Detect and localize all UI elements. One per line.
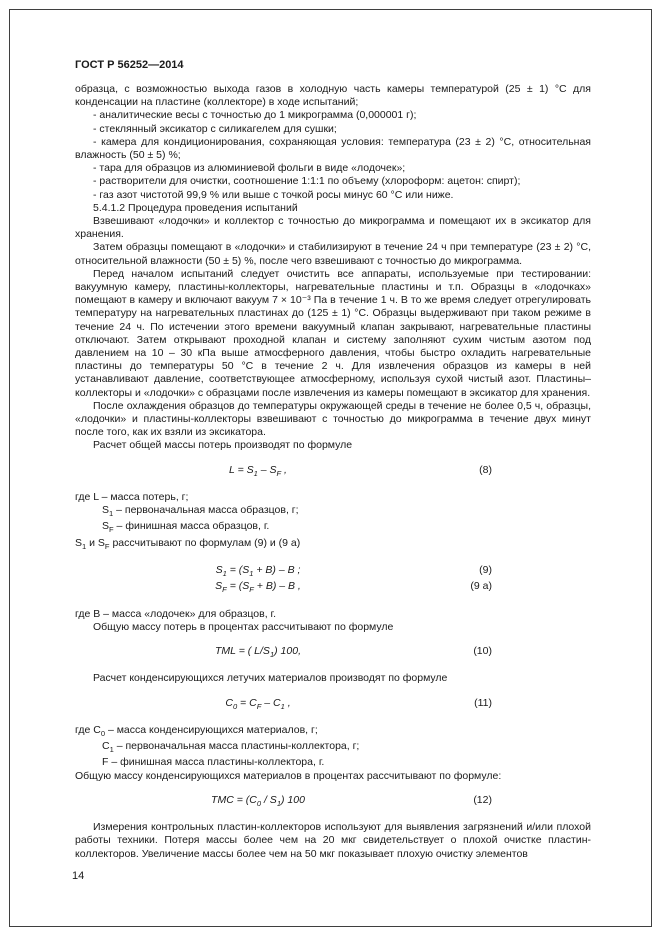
formula-10 — [75, 645, 591, 661]
paragraph: Общую массу потерь в процентах рассчитывают по формуле — [93, 620, 394, 633]
document-code: ГОСТ Р 56252—2014 — [75, 59, 184, 71]
paragraph: Затем образцы помещают в «лодочки» и стабилизируют в течение 24 ч при температуре (23 ± 2) °С, относительной влажности (50 ± 5) %, после чего взвешивают с точностью до микрограмма. — [75, 241, 591, 267]
formula-11-block — [75, 697, 591, 713]
list-item: - стеклянный эксикатор с силикагелем для сушки; — [93, 122, 337, 135]
where-clause-item: $C_1$ – первоначальная масса пластины-коллектора, г; — [102, 740, 360, 755]
paragraph: $S_1$ и $S_F$ рассчитывают по формулам (9) и (9 а) — [75, 536, 301, 551]
formula-expression: $C_0 = C_F - C_1$ , — [225, 696, 291, 711]
page-number: 14 — [72, 870, 85, 882]
equation-number: (10) — [473, 645, 492, 658]
section-heading-5-4-1-2: 5.4.1.2 Процедура проведения испытаний — [93, 201, 298, 214]
formula-expression: $L = S_1 - S_F$ , — [229, 463, 287, 478]
formula-expression: $S_1 = (S_1 + B) - B$ ; — [215, 564, 301, 579]
where-clause-item: $S_1$ – первоначальная масса образцов, г; — [102, 504, 299, 519]
where-clause-item: F – финишная масса пластины-коллектора, г. — [102, 756, 325, 769]
equation-number: (12) — [473, 793, 492, 806]
formula-12-block — [75, 794, 591, 810]
paragraph: Расчет конденсирующихся летучих материалов производят по формуле — [93, 672, 448, 685]
paragraph: После охлаждения образцов до температуры окружающей среды в течение не более 0,5 ч, образцы, «лодочки» и пластины-коллекторы взвешивают с точностью до микрограмма в течение двух минут после того, как их взяли из эксикатора. — [75, 399, 591, 439]
list-item: - камера для кондиционирования, сохраняющая условия: температура (23 ± 2) °С, относительная влажность (50 ± 5) %; — [75, 135, 591, 162]
formula-10-block — [75, 645, 591, 661]
formula-expression: TMC = $(C_0 / S_1)$ 100 — [211, 793, 305, 808]
list-item: - аналитические весы с точностью до 1 микрограмма (0,000001 г); — [93, 109, 417, 122]
where-clause-item: $S_F$ – финишная масса образцов, г. — [102, 520, 270, 535]
formula-8 — [75, 464, 591, 480]
formula-expression: TML = ( $L/S_1$) 100, — [214, 645, 301, 660]
paragraph: Общую массу конденсирующихся материалов в процентах рассчитывают по формуле: — [75, 769, 502, 782]
list-item: - газ азот чистотой 99,9 % или выше с точкой росы минус 60 °С или ниже. — [93, 188, 454, 201]
where-clause: где L – масса потерь, г; — [75, 490, 189, 503]
where-clause: где $C_0$ – масса конденсирующихся материалов, г; — [75, 723, 318, 738]
equation-number: (11) — [474, 696, 492, 709]
list-item: - растворители для очистки, соотношение 1:1:1 по объему (хлороформ: ацетон: спирт); — [93, 175, 521, 188]
paragraph: Измерения контрольных пластин-коллекторов используют для выявления загрязнений и/или плохой работы техники. Потеря массы более чем на 20 мкг свидетельствует о плохой очистке пластин-коллекторов. Увеличение массы более чем на 50 мкг показывает плохую очистку элементов — [75, 821, 591, 860]
list-item: - тара для образцов из алюминиевой фольги в виде «лодочек»; — [93, 162, 406, 175]
formula-8-block — [75, 464, 591, 480]
equation-number: (8) — [479, 463, 492, 476]
formula-9-block — [75, 564, 591, 597]
formula-9 — [75, 564, 591, 580]
where-clause: где В – масса «лодочек» для образцов, г. — [75, 607, 277, 620]
formula-12 — [75, 794, 591, 810]
paragraph-continuation: образца, с возможностью выхода газов в холодную часть камеры температурой (25 ± 1) °С для конденсации на пластине (коллекторе) в ходе испытаний; — [75, 83, 591, 109]
paragraph: Расчет общей массы потерь производят по формуле — [93, 439, 353, 452]
formula-9a — [75, 580, 591, 596]
paragraph: Взвешивают «лодочки» и коллектор с точностью до микрограмма и помещают их в эксикатор для хранения. — [75, 215, 591, 241]
page-content — [75, 59, 591, 861]
equation-number: (9 а) — [470, 580, 492, 593]
formula-expression: $S_F = (S_F + B) - B$ , — [215, 580, 301, 595]
paragraph: Перед началом испытаний следует очистить все аппараты, используемые при тестировании: вакуумную камеру, пластины-коллекторы, нагревательные пластины и т.п. Образцы в «лодочках» помещают в камеру и включают вакуум 7 × 10⁻³ Па в течение 1 ч. В то же время следует отрегулировать температуру на нагревательных пластинах до (125 ± 1) °С. Образцы выдерживают при таком режиме в течение 24 ч. По истечении этого времени вакуумный клапан закрывают, нагревательные пластины отключают. Затем открывают проходной клапан и систему заполняют сухим чистым азотом под давлением на 10 – 30 кПа выше атмосферного давления, чтобы быстро охладить нагревательные пластины до температуры 50 °С в течение 2 ч. Для извлечения образцов из камеры в ней устанавливают давление, соответствующее атмосферному, используя сухой чистый азот. Пластины–коллекторы и «лодочки» с образцами после извлечения из камеры помещают в эксикатор для хранения. — [75, 267, 591, 399]
formula-11 — [75, 697, 591, 713]
equation-number: (9) — [479, 564, 492, 577]
